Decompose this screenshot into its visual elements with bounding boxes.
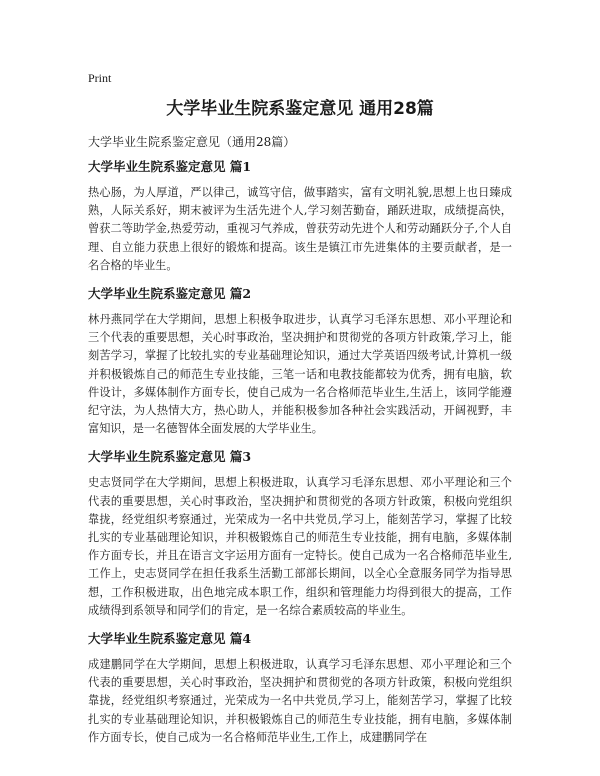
section-4	[88, 630, 512, 747]
document-title: 大学毕业生院系鉴定意见 通用28篇	[166, 99, 434, 119]
section-body: 史志贤同学在大学期间，思想上积极进取，认真学习毛泽东思想、邓小平理论和三个代表的重要思想，关心时事政治，坚决拥护和贯彻党的各项方针政策，积极向党组织靠拢，经党组织考察通过，光荣成为一名中共党员,学习上，能刻苦学习，掌握了比较扎实的专业基础理论知识，并积极锻炼自己的师范生专业技能，拥有电脑，多媒体制作方面专长，并且在语言文字运用方面有一定特长。使自己成为一名合格师范毕业生,工作上，史志贤同学在担任我系生活勤工部部长期间，以全心全意服务同学为指导思想，工作积极进取，出色地完成本职工作，组织和管理能力均得到很大的提高，工作成绩得到系领导和同学们的肯定，是一名综合素质较高的毕业生。	[88, 476, 512, 617]
section-heading: 大学毕业生院系鉴定意见 篇3	[88, 449, 252, 465]
section-3	[88, 448, 512, 620]
section-body: 林丹燕同学在大学期间，思想上积极争取进步，认真学习毛泽东思想、邓小平理论和三个代表的重要思想，关心时事政治，坚决拥护和贯彻党的各项方针政策,学习上，能刻苦学习，掌握了比较扎实的专业基础理论知识，通过大学英语四级考试,计算机一级并积极锻炼自己的师范生专业技能，三笔一话和电教技能都较为优秀，拥有电脑，软件设计，多媒体制作方面专长，使自己成为一名合格师范毕业生,生活上，该同学能遵纪守法，为人热情大方，热心助人，并能积极参加各种社会实践活动，开阔视野，丰富知识，是一名德智体全面发展的大学毕业生。	[88, 313, 512, 436]
section-2	[88, 285, 512, 438]
section-1	[88, 158, 512, 275]
print-label[interactable]: Print	[88, 71, 112, 85]
section-body: 成建鹏同学在大学期间，思想上积极进取，认真学习毛泽东思想、邓小平理论和三个代表的重要思想，关心时事政治，坚决拥护和贯彻党的各项方针政策，积极向党组织靠拢，经党组织考察通过，光荣成为一名中共党员,学习上，能刻苦学习，掌握了比较扎实的专业基础理论知识，并积极锻炼自己的师范生专业技能，拥有电脑，多媒体制作方面专长，使自己成为一名合格师范毕业生,工作上，成建鹏同学在	[88, 658, 512, 744]
section-heading: 大学毕业生院系鉴定意见 篇4	[88, 631, 252, 647]
section-body: 热心肠，为人厚道，严以律己，诚笃守信，做事踏实，富有文明礼貌,思想上也日臻成熟，人际关系好，期末被评为生活先进个人,学习刻苦勤奋，踊跃进取，成绩提高快，曾获二等助学金,热爱劳动，重视习气养成，曾获劳动先进个人和劳动踊跃分子,个人自理、自立能力获患上很好的锻炼和提高。该生是镇江市先进集体的主要贡献者，是一名合格的毕业生。	[88, 186, 512, 272]
section-heading: 大学毕业生院系鉴定意见 篇1	[88, 159, 252, 174]
document-subtitle: 大学毕业生院系鉴定意见（通用28篇）	[88, 135, 296, 149]
section-heading: 大学毕业生院系鉴定意见 篇2	[88, 286, 252, 302]
